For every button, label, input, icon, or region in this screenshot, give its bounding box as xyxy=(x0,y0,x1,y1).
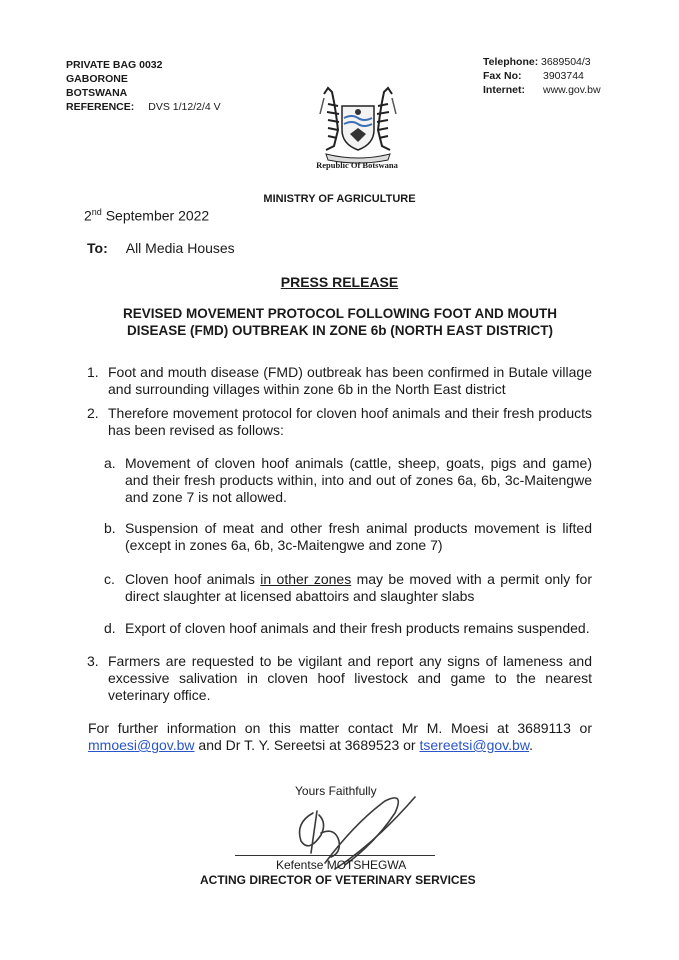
item-text-before: Cloven hoof animals xyxy=(125,571,261,587)
address-line-3: BOTSWANA xyxy=(66,87,128,99)
reference-line xyxy=(66,100,221,114)
signatory-title: ACTING DIRECTOR OF VETERINARY SERVICES xyxy=(200,873,476,887)
headline xyxy=(90,305,590,339)
contact-details-block xyxy=(483,55,601,97)
item-number: 3. xyxy=(87,653,99,669)
item-text: Therefore movement protocol for cloven hoof animals and their fresh products has been revised as follows: xyxy=(108,405,592,438)
item-text xyxy=(125,571,592,605)
email-link-moesi[interactable]: mmoesi@gov.bw xyxy=(88,737,195,753)
internet-label: Internet: xyxy=(483,84,525,96)
closing-salutation: Yours Faithfully xyxy=(295,784,377,798)
telephone-row xyxy=(483,55,601,69)
item-number: 2. xyxy=(87,405,99,421)
contact-text-3: . xyxy=(529,737,534,753)
contact-paragraph xyxy=(88,720,592,754)
item-text: Foot and mouth disease (FMD) outbreak has been confirmed in Butale village and surrounding villages within zone 6b in the North East district xyxy=(108,364,592,397)
list-item xyxy=(87,405,592,439)
list-item xyxy=(87,653,592,704)
postal-address-block xyxy=(66,58,221,114)
headline-line-2: DISEASE (FMD) OUTBREAK IN ZONE 6b (NORTH EAST DISTRICT) xyxy=(127,323,553,338)
contact-text-1: For further information on this matter contact Mr M. Moesi at 3689113 or xyxy=(88,720,592,736)
item-text: Export of cloven hoof animals and their fresh products remains suspended. xyxy=(125,620,590,636)
item-text: Suspension of meat and other fresh animal products movement is lifted (except in zones 6a, 6b, 3c-Maitengwe and zone 7) xyxy=(125,520,592,553)
address-line-1: PRIVATE BAG 0032 xyxy=(66,59,163,71)
internet-row xyxy=(483,83,601,97)
telephone-label: Telephone: xyxy=(483,56,539,68)
item-text: Movement of cloven hoof animals (cattle, sheep, goats, pigs and game) and their fresh products within, into and out of zones 6a, 6b, 3c-Maitengwe and zone 7 is not allowed. xyxy=(125,455,592,505)
item-text: Farmers are requested to be vigilant and report any signs of lameness and excessive salivation in cloven hoof livestock and game to the nearest veterinary office. xyxy=(108,653,592,703)
date-day: 2 xyxy=(84,207,92,224)
telephone-value: 3689504/3 xyxy=(541,56,591,68)
email-link-sereetsi[interactable]: tsereetsi@gov.bw xyxy=(419,737,530,753)
item-letter: c. xyxy=(104,571,115,587)
recipient-value: All Media Houses xyxy=(125,240,235,256)
reference-value: DVS 1/12/2/4 V xyxy=(148,101,221,113)
fax-label: Fax No: xyxy=(483,70,522,82)
release-date xyxy=(84,207,209,224)
sub-list-item xyxy=(104,571,592,605)
item-letter: d. xyxy=(104,620,116,636)
item-letter: b. xyxy=(104,520,116,536)
signature-line xyxy=(235,855,435,856)
list-item xyxy=(87,364,592,398)
recipient-line xyxy=(87,240,235,256)
headline-line-1: REVISED MOVEMENT PROTOCOL FOLLOWING FOOT AND MOUTH xyxy=(123,306,557,321)
item-text-after: may be moved with a permit only for direct slaughter at licensed abattoirs and slaughter slabs xyxy=(125,571,592,604)
emblem-caption: Republic Of Botswana xyxy=(316,160,398,170)
signatory-name: Kefentse MOTSHEGWA xyxy=(276,858,407,872)
item-text-underlined: in other zones xyxy=(260,571,352,587)
reference-label: REFERENCE: xyxy=(66,101,135,113)
fax-row xyxy=(483,69,601,83)
recipient-label: To: xyxy=(87,240,108,256)
item-letter: a. xyxy=(104,455,116,471)
fax-value: 3903744 xyxy=(543,70,584,82)
sub-list-item xyxy=(104,620,592,637)
date-rest: September 2022 xyxy=(105,207,210,224)
press-release-heading: PRESS RELEASE xyxy=(280,274,399,290)
item-number: 1. xyxy=(87,364,99,380)
ministry-name: MINISTRY OF AGRICULTURE xyxy=(263,193,416,205)
coat-of-arms-icon xyxy=(312,84,404,166)
address-line-2: GABORONE xyxy=(66,73,128,85)
date-suffix: nd xyxy=(91,207,102,217)
contact-text-2: and Dr T. Y. Sereetsi at 3689523 or xyxy=(194,737,420,753)
sub-list-item xyxy=(104,520,592,554)
sub-list-item xyxy=(104,455,592,506)
internet-value: www.gov.bw xyxy=(543,84,601,96)
